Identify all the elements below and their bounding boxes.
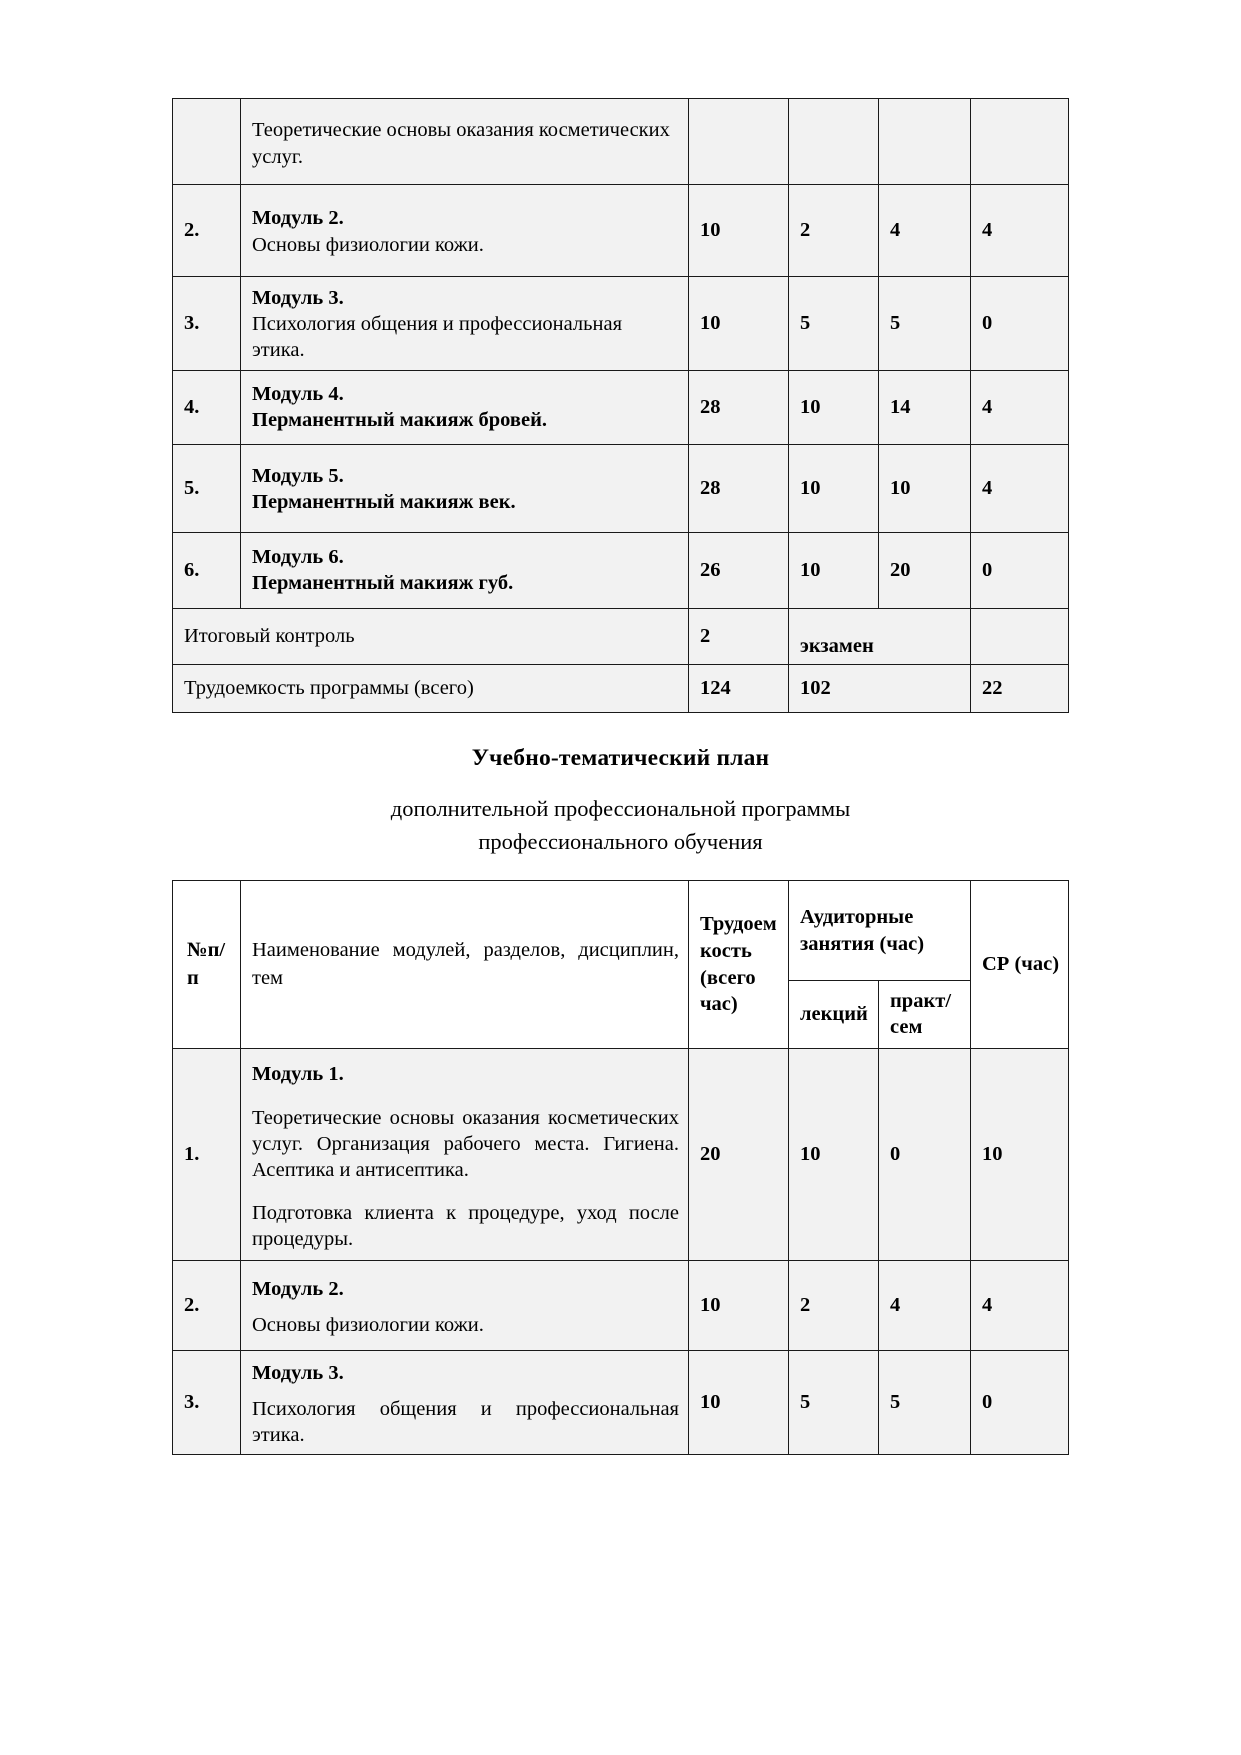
row-title-body-2: Подготовка клиента к процедуре, уход после процедуры.	[252, 1202, 679, 1251]
row-practice: 20	[879, 532, 971, 608]
row-title-body: Перманентный макияж губ.	[252, 572, 514, 595]
row-sr: 4	[971, 444, 1069, 532]
row-total: 28	[689, 444, 789, 532]
header-lecture: лекций	[789, 981, 879, 1049]
row-title-body: Психология общения и профессиональная этика.	[252, 313, 623, 362]
row-sr: 10	[971, 1049, 1069, 1261]
row-total: 20	[689, 1049, 789, 1261]
header-name-text: Наименование модулей, разделов, дисциплин, тем	[252, 938, 679, 989]
curriculum-table-new	[172, 880, 1069, 1455]
row-total	[689, 99, 789, 185]
row-title	[241, 444, 689, 532]
row-module-label: Модуль 3.	[252, 1361, 344, 1384]
row-module-label: Модуль 6.	[252, 545, 344, 568]
row-title-body: Перманентный макияж бровей.	[252, 409, 548, 432]
grand-total-total: 124	[689, 664, 789, 712]
row-lecture: 10	[789, 532, 879, 608]
row-lecture: 10	[789, 444, 879, 532]
row-number: 3.	[173, 277, 241, 371]
row-title	[241, 277, 689, 371]
row-number: 6.	[173, 532, 241, 608]
row-sr: 0	[971, 277, 1069, 371]
row-module-label: Модуль 1.	[252, 1063, 344, 1086]
page-subtitle-line1: дополнительной профессиональной программы	[390, 796, 851, 821]
row-module-label: Модуль 2.	[252, 1277, 344, 1300]
row-practice: 4	[879, 185, 971, 277]
final-control-sr	[971, 608, 1069, 664]
row-title-body-1: Основы физиологии кожи.	[252, 1314, 484, 1336]
grand-total-lecture: 102	[789, 664, 971, 712]
row-module-label: Модуль 3.	[252, 287, 344, 309]
row-title	[241, 1049, 689, 1261]
row-practice: 14	[879, 370, 971, 444]
row-sr	[971, 99, 1069, 185]
row-title	[241, 370, 689, 444]
row-title	[241, 532, 689, 608]
row-sr: 0	[971, 532, 1069, 608]
row-module-label: Модуль 4.	[252, 382, 344, 405]
row-module-label: Модуль 5.	[252, 464, 344, 487]
row-lecture: 2	[789, 1261, 879, 1351]
row-title	[241, 99, 689, 185]
row-total: 10	[689, 185, 789, 277]
row-total: 10	[689, 1351, 789, 1455]
final-control-row	[173, 608, 1069, 664]
page-subtitle-line2: профессионального обучения	[478, 828, 763, 854]
row-sr: 0	[971, 1351, 1069, 1455]
row-total: 10	[689, 277, 789, 371]
final-control-total: 2	[689, 608, 789, 664]
row-practice: 5	[879, 277, 971, 371]
row-number: 1.	[173, 1049, 241, 1261]
header-classroom: Аудиторные занятия (час)	[789, 881, 971, 981]
row-title	[241, 1351, 689, 1455]
curriculum-table-continued	[172, 98, 1069, 713]
row-lecture: 5	[789, 277, 879, 371]
row-lecture: 2	[789, 185, 879, 277]
row-practice: 0	[879, 1049, 971, 1261]
row-practice: 10	[879, 444, 971, 532]
table-row	[173, 532, 1069, 608]
row-sr: 4	[971, 1261, 1069, 1351]
header-name	[241, 881, 689, 1049]
table-row	[173, 185, 1069, 277]
header-total: Трудоем кость (всего час)	[689, 881, 789, 1049]
row-lecture: 10	[789, 370, 879, 444]
final-control-label: Итоговый контроль	[173, 608, 689, 664]
table-row	[173, 1261, 1069, 1351]
grand-total-sr: 22	[971, 664, 1069, 712]
page-subtitle	[0, 793, 1241, 858]
row-total: 26	[689, 532, 789, 608]
row-number: 5.	[173, 444, 241, 532]
table-row	[173, 444, 1069, 532]
row-number	[173, 99, 241, 185]
row-sr: 4	[971, 370, 1069, 444]
row-title-body: Теоретические основы оказания косметических услуг.	[252, 119, 670, 168]
table-row	[173, 1049, 1069, 1261]
row-number: 2.	[173, 185, 241, 277]
row-sr: 4	[971, 185, 1069, 277]
row-practice: 4	[879, 1261, 971, 1351]
table-row	[173, 1351, 1069, 1455]
row-number: 4.	[173, 370, 241, 444]
row-title	[241, 1261, 689, 1351]
table-row	[173, 99, 1069, 185]
row-title-body-1: Теоретические основы оказания косметических услуг. Организация рабочего места. Гигиена. Асептика и антисептика.	[252, 1106, 679, 1181]
header-no: №п/п	[173, 881, 241, 1049]
row-number: 2.	[173, 1261, 241, 1351]
header-sr: СР (час)	[971, 881, 1069, 1049]
row-practice	[879, 99, 971, 185]
row-total: 10	[689, 1261, 789, 1351]
grand-total-label: Трудоемкость программы (всего)	[173, 664, 689, 712]
row-module-label: Модуль 2.	[252, 207, 344, 230]
row-title-body: Перманентный макияж век.	[252, 491, 516, 514]
page-title: Учебно-тематический план	[471, 745, 770, 771]
table-header-row-top	[173, 881, 1069, 981]
table-row	[173, 277, 1069, 371]
row-number: 3.	[173, 1351, 241, 1455]
row-lecture: 10	[789, 1049, 879, 1261]
row-lecture	[789, 99, 879, 185]
header-practice: практ/ сем	[879, 981, 971, 1049]
final-control-exam: экзамен	[789, 608, 971, 664]
row-total: 28	[689, 370, 789, 444]
row-title	[241, 185, 689, 277]
row-lecture: 5	[789, 1351, 879, 1455]
row-title-body: Основы физиологии кожи.	[252, 233, 484, 256]
row-practice: 5	[879, 1351, 971, 1455]
table-row	[173, 370, 1069, 444]
grand-total-row	[173, 664, 1069, 712]
row-title-body-1: Психология общения и профессиональная этика.	[252, 1397, 679, 1447]
